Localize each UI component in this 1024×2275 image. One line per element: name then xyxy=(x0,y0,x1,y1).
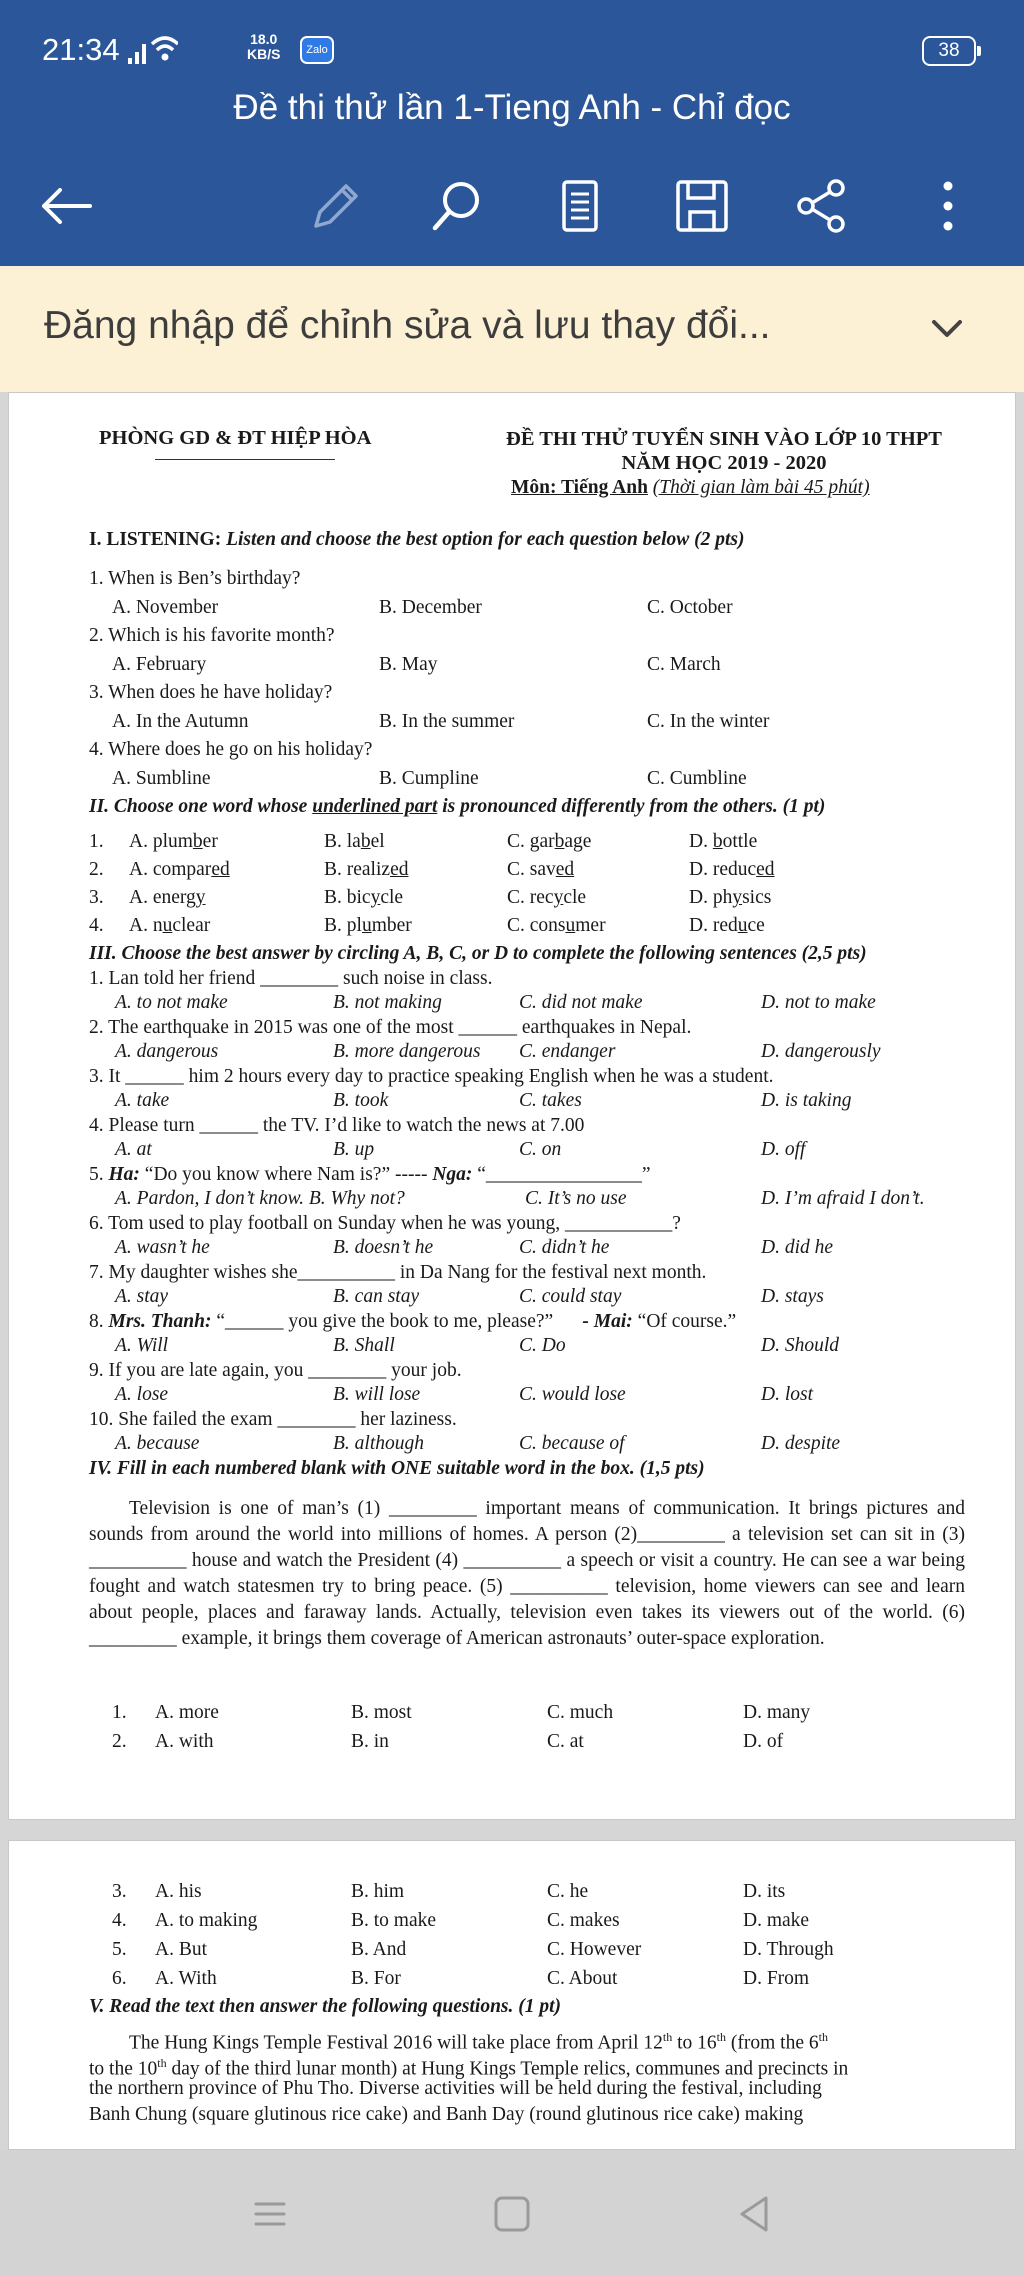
document-page-1[interactable] xyxy=(8,392,1016,1820)
s4-option: B. to make xyxy=(351,1910,437,1931)
system-nav-bar xyxy=(0,2150,1024,2275)
s3-option: A. at xyxy=(115,1139,152,1160)
home-icon[interactable] xyxy=(486,2188,538,2240)
s4-option: D. many xyxy=(743,1702,811,1723)
s1-question: 4. Where does he go on his holiday? xyxy=(89,739,373,760)
document-page-2[interactable] xyxy=(8,1840,1016,2150)
s4-number: 3. xyxy=(112,1881,127,1902)
s3-option: A. dangerous xyxy=(115,1041,219,1062)
s5-text-line: the northern province of Phu Tho. Diverse activities will be held during the festival, including xyxy=(89,2078,822,2099)
section-3-title: III. Choose the best answer by circling A, B, C, or D to complete the following sentences (2,5 pts) xyxy=(89,943,867,964)
s3-question: 5. Ha: “Do you know where Nam is?” ----- Nga: “________________” xyxy=(89,1164,651,1185)
back-arrow-icon[interactable] xyxy=(30,170,102,242)
s2-option: C. consumer xyxy=(507,915,606,936)
s2-option: D. physics xyxy=(689,887,772,908)
s2-number: 1. xyxy=(89,831,104,852)
search-icon[interactable] xyxy=(421,170,493,242)
s1-option: C. Cumbline xyxy=(647,768,747,789)
s4-option: B. And xyxy=(351,1939,407,1960)
s2-option: B. realized xyxy=(324,859,409,880)
s1-question: 1. When is Ben’s birthday? xyxy=(89,568,301,589)
s2-option: D. reduced xyxy=(689,859,775,880)
s3-option: D. despite xyxy=(761,1433,841,1454)
s3-question: 7. My daughter wishes she__________ in Da Nang for the festival next month. xyxy=(89,1262,707,1283)
s3-option: C. takes xyxy=(519,1090,582,1111)
s3-option: B. up xyxy=(333,1139,375,1160)
network-speed: 18.0 KB/S xyxy=(247,31,281,62)
s3-option: A. take xyxy=(115,1090,170,1111)
section-5-title: V. Read the text then answer the following questions. (1 pt) xyxy=(89,1996,562,2017)
s4-option: C. About xyxy=(547,1968,618,1989)
signal-wifi-icon xyxy=(128,32,178,66)
s2-option: A. plumber xyxy=(129,831,218,852)
edit-pencil-icon[interactable] xyxy=(298,170,370,242)
s4-number: 2. xyxy=(112,1731,127,1752)
s4-option: A. with xyxy=(155,1731,214,1752)
subject-line: Môn: Tiếng Anh (Thời gian làm bài 45 phút) xyxy=(511,477,870,498)
s1-option: A. February xyxy=(112,654,207,675)
s3-question: 10. She failed the exam ________ her laziness. xyxy=(89,1409,457,1430)
s3-option: B. took xyxy=(333,1090,389,1111)
s1-option: A. November xyxy=(112,597,219,618)
school-name: PHÒNG GD & ĐT HIỆP HÒA xyxy=(99,427,372,449)
chevron-down-icon[interactable] xyxy=(922,304,972,354)
s3-option: B. Shall xyxy=(333,1335,395,1356)
s4-option: B. For xyxy=(351,1968,401,1989)
s1-question: 3. When does he have holiday? xyxy=(89,682,333,703)
s3-question: 8. Mrs. Thanh: “______ you give the book to me, please?” - Mai: “Of course.” xyxy=(89,1311,737,1332)
s3-option: C. could stay xyxy=(519,1286,622,1307)
s3-option: D. stays xyxy=(761,1286,824,1307)
s3-option: B. more dangerous xyxy=(333,1041,481,1062)
s3-option: A. Pardon, I don’t know. B. Why not? xyxy=(115,1188,405,1209)
s4-passage: Television is one of man’s (1) _________ important means of communication. It brings pictures and sounds from around the world into millions of homes. A person (2)_________ a television set can sit in (3) __________ house and watch the President (4) __________ a speech or visit a country. He can see a war being fought and watch statesmen try to bring peace. (5) __________ television, home viewers can see and learn about people, places and faraway lands. Actually, television even takes its viewers out of the world. (6) _________ example, it brings them coverage of American astronauts’ outer-space exploration. xyxy=(89,1498,965,1649)
s2-option: D. reduce xyxy=(689,915,765,936)
s3-option: C. didn’t he xyxy=(519,1237,610,1258)
zalo-notification-icon: Zalo xyxy=(300,36,334,64)
s3-question: 3. It ______ him 2 hours every day to practice speaking English when he was a student. xyxy=(89,1066,774,1087)
s5-text-line: The Hung Kings Temple Festival 2016 will take place from April 12th to 16th (from the 6th xyxy=(129,2030,828,2054)
s4-option: D. its xyxy=(743,1881,786,1902)
s3-option: B. will lose xyxy=(333,1384,421,1405)
s4-option: D. From xyxy=(743,1968,810,1989)
s3-option: C. endanger xyxy=(519,1041,616,1062)
reading-view-icon[interactable] xyxy=(544,170,616,242)
s1-option: A. Sumbline xyxy=(112,768,211,789)
section-1-title: I. LISTENING: Listen and choose the best option for each question below (2 pts) xyxy=(89,529,745,550)
s4-number: 5. xyxy=(112,1939,127,1960)
s3-option: A. Will xyxy=(115,1335,169,1356)
s2-option: D. bottle xyxy=(689,831,758,852)
s1-question: 2. Which is his favorite month? xyxy=(89,625,335,646)
s3-option: A. lose xyxy=(115,1384,169,1405)
exam-header xyxy=(474,427,974,475)
s3-option: C. because of xyxy=(519,1433,625,1454)
s1-option: B. December xyxy=(379,597,482,618)
s4-option: C. However xyxy=(547,1939,642,1960)
s4-number: 1. xyxy=(112,1702,127,1723)
s4-option: D. make xyxy=(743,1910,810,1931)
s4-option: C. much xyxy=(547,1702,614,1723)
s4-option: A. more xyxy=(155,1702,219,1723)
s2-option: A. nuclear xyxy=(129,915,211,936)
s2-option: B. plumber xyxy=(324,915,412,936)
s4-option: A. to making xyxy=(155,1910,258,1931)
s3-option: C. on xyxy=(519,1139,562,1160)
s3-option: A. stay xyxy=(115,1286,169,1307)
save-icon[interactable] xyxy=(666,170,738,242)
header-divider xyxy=(155,459,335,460)
s2-number: 3. xyxy=(89,887,104,908)
s3-option: B. not making xyxy=(333,992,442,1013)
s3-option: B. although xyxy=(333,1433,424,1454)
s2-number: 4. xyxy=(89,915,104,936)
s2-number: 2. xyxy=(89,859,104,880)
s3-question: 2. The earthquake in 2015 was one of the most ______ earthquakes in Nepal. xyxy=(89,1017,692,1038)
s3-option: D. lost xyxy=(761,1384,814,1405)
s3-option: C. It’s no use xyxy=(525,1188,627,1209)
share-icon[interactable] xyxy=(786,170,858,242)
s3-option: C. did not make xyxy=(519,992,643,1013)
s3-option: D. is taking xyxy=(761,1090,852,1111)
s1-option: A. In the Autumn xyxy=(112,711,249,732)
s3-option: A. because xyxy=(115,1433,200,1454)
school-year: NĂM HỌC 2019 - 2020 xyxy=(621,452,827,474)
s2-option: B. label xyxy=(324,831,385,852)
s2-option: C. garbage xyxy=(507,831,592,852)
s2-option: C. recycle xyxy=(507,887,587,908)
s1-option: B. In the summer xyxy=(379,711,515,732)
signin-message: Đăng nhập để chỉnh sửa và lưu thay đổi... xyxy=(44,304,771,347)
s2-option: A. energy xyxy=(129,887,206,908)
s4-option: A. But xyxy=(155,1939,208,1960)
s1-option: C. March xyxy=(647,654,721,675)
recent-apps-icon[interactable] xyxy=(244,2188,296,2240)
document-title: Đề thi thử lần 1-Tieng Anh - Chỉ đọc xyxy=(233,88,791,127)
s3-option: B. can stay xyxy=(333,1286,420,1307)
s4-option: B. him xyxy=(351,1881,405,1902)
signin-banner[interactable] xyxy=(0,266,1024,392)
app-header xyxy=(0,0,1024,266)
battery-icon: 38 xyxy=(922,36,976,66)
s4-number: 6. xyxy=(112,1968,127,1989)
s5-text-line: Banh Chung (square glutinous rice cake) and Banh Day (round glutinous rice cake) making xyxy=(89,2104,804,2125)
toolbar xyxy=(0,160,1024,250)
s1-option: B. May xyxy=(379,654,438,675)
s4-option: C. he xyxy=(547,1881,589,1902)
s1-option: B. Cumpline xyxy=(379,768,479,789)
s3-option: D. off xyxy=(761,1139,806,1160)
status-time: 21:34 xyxy=(42,32,120,67)
s2-option: C. saved xyxy=(507,859,575,880)
s3-question: 6. Tom used to play football on Sunday when he was young, ___________? xyxy=(89,1213,681,1234)
s4-option: C. at xyxy=(547,1731,584,1752)
s1-option: C. October xyxy=(647,597,733,618)
s4-option: B. in xyxy=(351,1731,389,1752)
s3-option: D. dangerously xyxy=(761,1041,881,1062)
s4-option: A. With xyxy=(155,1968,217,1989)
s3-option: D. Should xyxy=(761,1335,839,1356)
s3-question: 4. Please turn ______ the TV. I’d like to watch the news at 7.00 xyxy=(89,1115,585,1136)
s4-number: 4. xyxy=(112,1910,127,1931)
s3-option: D. not to make xyxy=(761,992,876,1013)
s4-option: B. most xyxy=(351,1702,412,1723)
section-2-title: II. Choose one word whose underlined part is pronounced differently from the others. (1 pt) xyxy=(89,796,826,817)
s4-option: D. of xyxy=(743,1731,784,1752)
s3-option: C. Do xyxy=(519,1335,566,1356)
more-options-icon[interactable] xyxy=(912,170,984,242)
s4-option: D. Through xyxy=(743,1939,834,1960)
s3-option: A. to not make xyxy=(115,992,228,1013)
s5-text-line: to the 10th day of the third lunar month) at Hung Kings Temple relics, communes and precincts in xyxy=(89,2056,849,2080)
s1-option: C. In the winter xyxy=(647,711,770,732)
s3-option: C. would lose xyxy=(519,1384,626,1405)
s3-option: D. I’m afraid I don’t. xyxy=(761,1188,925,1209)
s4-option: C. makes xyxy=(547,1910,620,1931)
s3-question: 1. Lan told her friend ________ such noise in class. xyxy=(89,968,493,989)
s2-option: B. bicycle xyxy=(324,887,404,908)
exam-title: ĐỀ THI THỬ TUYỂN SINH VÀO LỚP 10 THPT xyxy=(506,428,942,450)
s2-option: A. compared xyxy=(129,859,230,880)
section-4-title: IV. Fill in each numbered blank with ONE suitable word in the box. (1,5 pts) xyxy=(89,1458,705,1479)
s4-option: A. his xyxy=(155,1881,202,1902)
s3-option: B. doesn’t he xyxy=(333,1237,434,1258)
s3-question: 9. If you are late again, you ________ your job. xyxy=(89,1360,462,1381)
back-icon[interactable] xyxy=(728,2188,780,2240)
status-bar xyxy=(0,22,1024,78)
s3-option: D. did he xyxy=(761,1237,834,1258)
s3-option: A. wasn’t he xyxy=(115,1237,210,1258)
